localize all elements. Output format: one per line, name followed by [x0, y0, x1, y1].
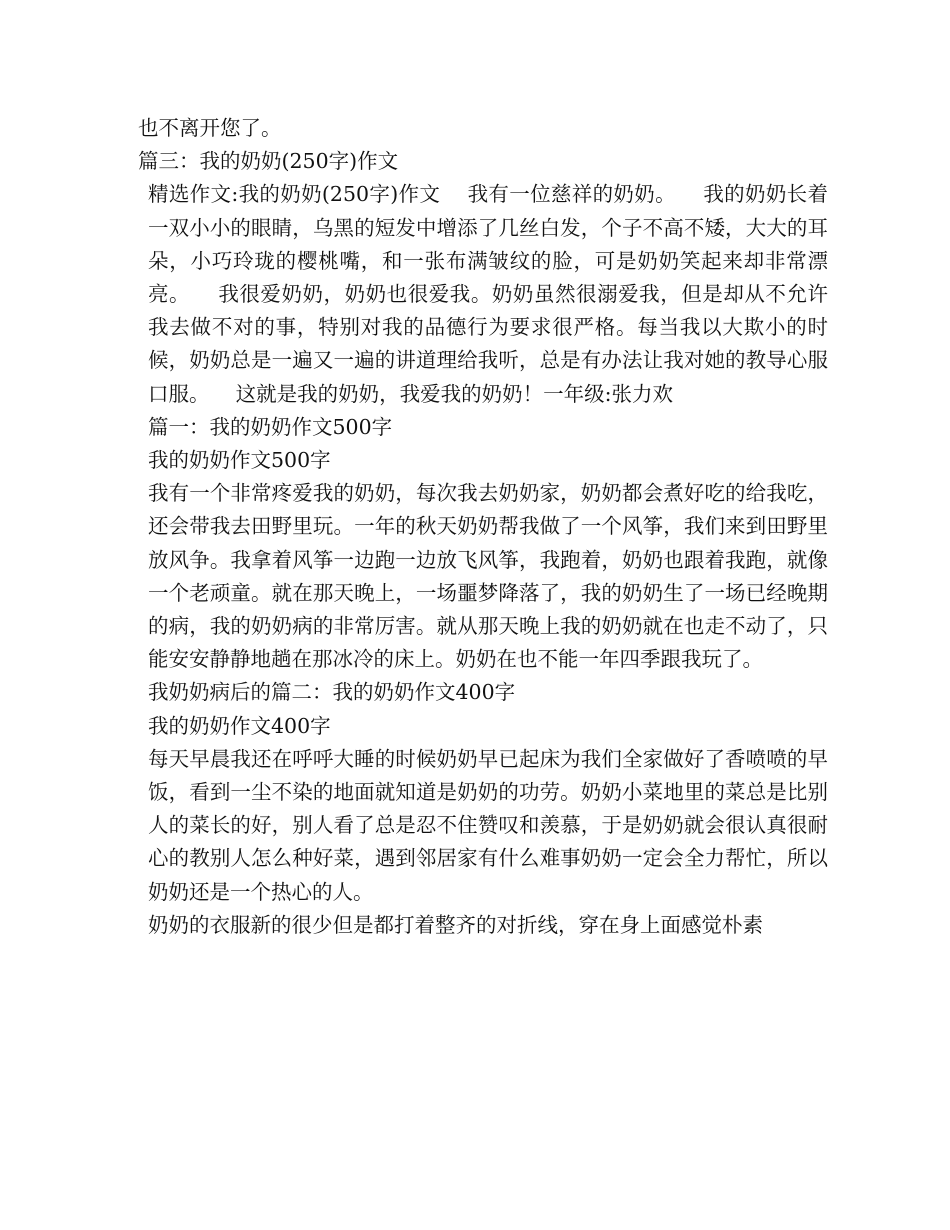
essay-title-part-three: 篇三：我的奶奶(250字)作文 — [138, 149, 399, 174]
document-body — [138, 112, 828, 942]
essay-subtitle-part-two: 我的奶奶作文400字 — [148, 713, 331, 738]
essay-body-part-two-continued: 奶奶的衣服新的很少但是都打着整齐的对折线，穿在身上面感觉朴素 — [148, 912, 763, 937]
essay-body-part-one: 我有一个非常疼爱我的奶奶，每次我去奶奶家，奶奶都会煮好吃的给我吃，还会带我去田野里玩。一年的秋天奶奶帮我做了一个风筝，我们来到田野里放风争。我拿着风筝一边跑一边放飞风筝，我跑着，奶奶也跟着我跑，就像一个老顽童。就在那天晚上，一场噩梦降落了，我的奶奶生了一场已经晚期的病，我的奶奶病的非常厉害。就从那天晚上我的奶奶就在也走不动了，只能安安静静地趟在那冰冷的床上。奶奶在也不能一年四季跟我玩了。 — [148, 481, 828, 672]
essay-title-part-two: 我奶奶病后的篇二：我的奶奶作文400字 — [148, 680, 516, 705]
essay-subtitle-part-one: 我的奶奶作文500字 — [148, 448, 331, 473]
paragraph-continuation: 也不离开您了。 — [138, 116, 282, 140]
essay-body-part-three: 精选作文:我的奶奶(250字)作文 我有一位慈祥的奶奶。 我的奶奶长着一双小小的眼睛，乌黑的短发中增添了几丝白发，个子不高不矮，大大的耳朵，小巧玲珑的樱桃嘴，和一张布满皱纹的脸，可是奶奶笑起来却非常漂亮。 我很爱奶奶，奶奶也很爱我。奶奶虽然很溺爱我，但是却从不允许我去做不对的事，特别对我的品德行为要求很严格。每当我以大欺小的时候，奶奶总是一遍又一遍的讲道理给我听，总是有办法让我对她的教导心服口服。 这就是我的奶奶，我爱我的奶奶！一年级:张力欢 — [148, 182, 828, 406]
essay-body-part-two: 每天早晨我还在呼呼大睡的时候奶奶早已起床为我们全家做好了香喷喷的早饭，看到一尘不染的地面就知道是奶奶的功劳。奶奶小菜地里的菜总是比别人的菜长的好，别人看了总是忍不住赞叹和羡慕，于是奶奶就会很认真很耐心的教别人怎么种好菜，遇到邻居家有什么难事奶奶一定会全力帮忙，所以奶奶还是一个热心的人。 — [148, 746, 828, 904]
essay-title-part-one: 篇一：我的奶奶作文500字 — [148, 414, 393, 439]
